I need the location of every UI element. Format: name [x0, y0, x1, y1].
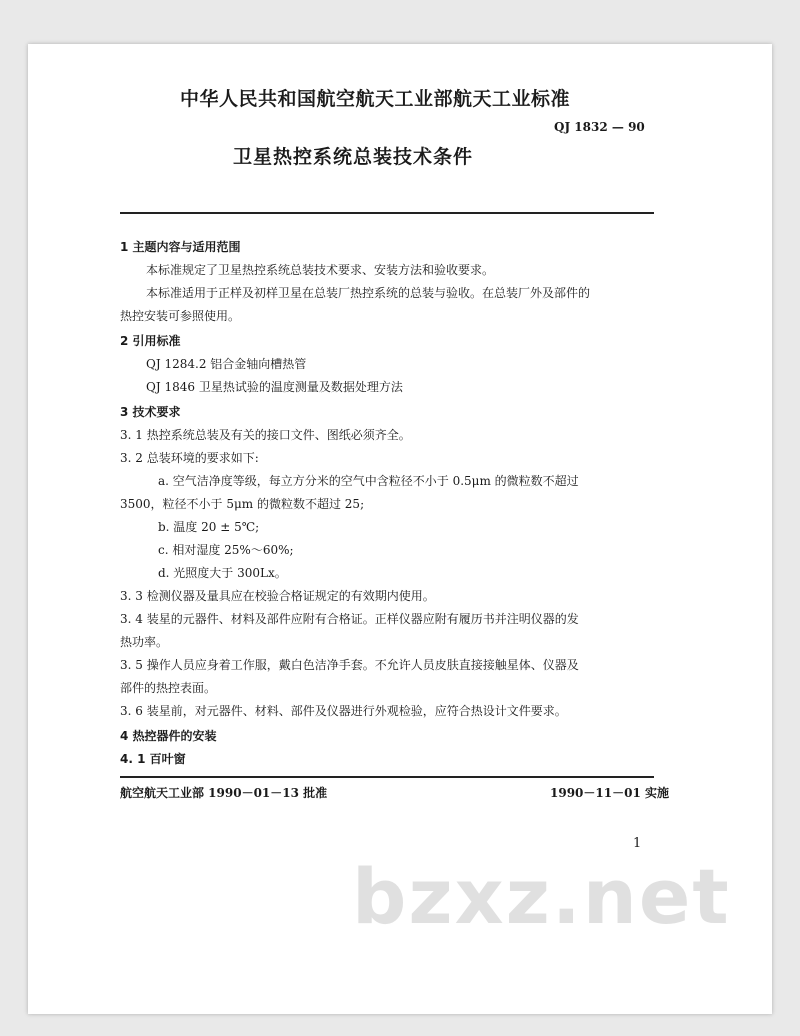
watermark: bzxz.net	[352, 852, 731, 941]
item-3-5: 3. 5 操作人员应身着工作服，戴白色洁净手套。不允许人员皮肤直接接触星体、仪器及	[120, 658, 579, 672]
section-4-heading: 4 热控器件的安装	[120, 729, 217, 743]
item-3-6: 3. 6 装星前，对元器件、材料、部件及仪器进行外观检验，应符合热设计文件要求。	[120, 704, 567, 718]
effective-date: 1990－11－01 实施	[550, 786, 669, 800]
section-1-paragraph-1: 本标准规定了卫星热控系统总装技术要求、安装方法和验收要求。	[146, 263, 495, 277]
item-3-2-a: a. 空气洁净度等级，每立方分米的空气中含粒径不小于 0.5μm 的微粒数不超过	[158, 474, 579, 488]
section-1-paragraph-2: 本标准适用于正样及初样卫星在总装厂热控系统的总装与验收。在总装厂外及部件的	[146, 286, 591, 300]
section-2-heading: 2 引用标准	[120, 334, 181, 348]
section-1-paragraph-2-cont: 热控安装可参照使用。	[120, 309, 241, 323]
issuer-title: 中华人民共和国航空航天工业部航天工业标准	[180, 88, 571, 110]
document-body	[120, 236, 654, 771]
item-3-2-a-cont: 3500，粒径不小于 5μm 的微粒数不超过 25;	[120, 497, 365, 511]
item-3-2: 3. 2 总装环境的要求如下:	[120, 451, 259, 465]
document-title: 卫星热控系统总装技术条件	[233, 146, 474, 168]
item-3-5-cont: 部件的热控表面。	[120, 681, 217, 695]
standard-code: QJ 1832 — 90	[554, 120, 645, 134]
approval-date: 航空航天工业部 1990－01－13 批准	[120, 786, 328, 800]
section-3-heading: 3 技术要求	[120, 405, 181, 419]
header-divider	[120, 212, 654, 214]
item-3-2-b: b. 温度 20 ± 5℃;	[158, 520, 260, 534]
reference-2: QJ 1846 卫星热试验的温度测量及数据处理方法	[146, 380, 403, 394]
item-3-4: 3. 4 装星的元器件、材料及部件应附有合格证。正样仪器应附有履历书并注明仪器的发	[120, 612, 579, 626]
item-3-2-c: c. 相对湿度 25%～60%;	[158, 543, 294, 557]
item-4-1: 4. 1 百叶窗	[120, 752, 186, 766]
item-3-4-cont: 热功率。	[120, 635, 169, 649]
reference-1: QJ 1284.2 铝合金轴向槽热管	[146, 357, 307, 371]
item-3-2-d: d. 光照度大于 300Lx。	[158, 566, 287, 580]
section-1-heading: 1 主题内容与适用范围	[120, 240, 241, 254]
page-number: 1	[633, 836, 642, 851]
footer-divider	[120, 776, 654, 778]
item-3-1: 3. 1 热控系统总装及有关的接口文件、图纸必须齐全。	[120, 428, 411, 442]
item-3-3: 3. 3 检测仪器及量具应在校验合格证规定的有效期内使用。	[120, 589, 435, 603]
